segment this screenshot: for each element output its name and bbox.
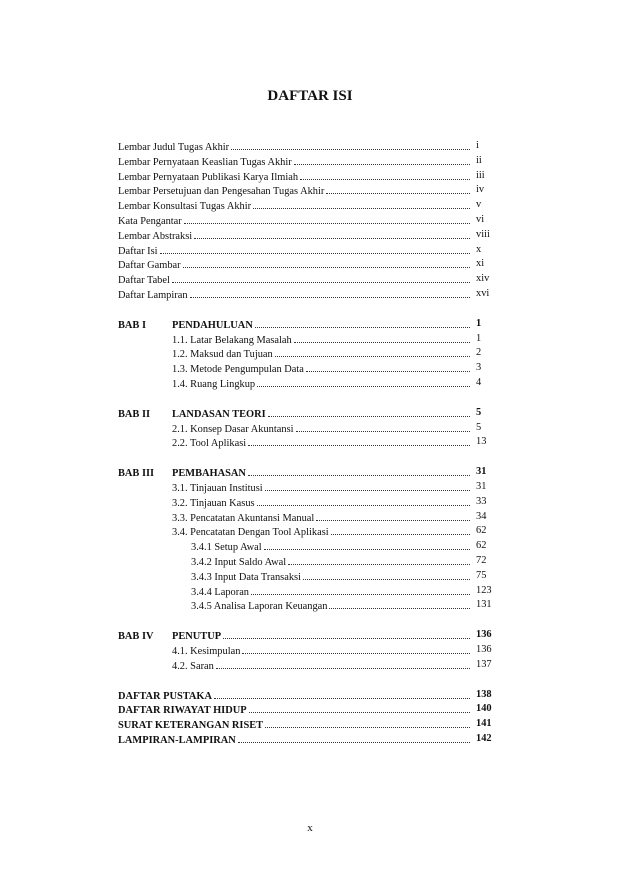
toc-entry-main bbox=[172, 658, 470, 675]
toc-entry-page: 34 bbox=[476, 510, 487, 522]
toc-leader-dots bbox=[251, 584, 470, 595]
toc-section-entry[interactable] bbox=[118, 346, 494, 361]
page-number: x bbox=[307, 822, 313, 834]
toc-entry-label: 4.1. Kesimpulan bbox=[172, 645, 241, 657]
toc-leader-dots bbox=[294, 154, 470, 165]
toc-back-entry[interactable] bbox=[118, 732, 494, 747]
toc-leader-dots bbox=[316, 510, 470, 521]
toc-entry-main bbox=[118, 287, 470, 304]
toc-leader-dots bbox=[160, 243, 470, 254]
toc-entry-label: 1.3. Metode Pengumpulan Data bbox=[172, 364, 304, 376]
toc-entry-page: iii bbox=[476, 169, 485, 181]
toc-entry-label: 3.4.1 Setup Awal bbox=[191, 542, 262, 554]
toc-spacer bbox=[118, 302, 494, 317]
toc-entry-page: 62 bbox=[476, 525, 487, 537]
toc-section-entry[interactable] bbox=[118, 376, 494, 391]
toc-leader-dots bbox=[248, 465, 470, 476]
toc-leader-dots bbox=[326, 183, 470, 194]
toc-entry-label: 2.2. Tool Aplikasi bbox=[172, 438, 247, 450]
toc-leader-dots bbox=[329, 598, 470, 609]
toc-leader-dots bbox=[183, 257, 470, 268]
toc-subsection-entry[interactable] bbox=[118, 539, 494, 554]
toc-entry-label: PENUTUP bbox=[172, 631, 222, 643]
toc-section-entry[interactable] bbox=[118, 524, 494, 539]
toc-leader-dots bbox=[248, 435, 470, 446]
toc-front-entry[interactable] bbox=[118, 287, 494, 302]
toc-entry-label: 3.3. Pencatatan Akuntansi Manual bbox=[172, 512, 315, 524]
toc-entry-page: xvi bbox=[476, 287, 490, 299]
toc-entry-label: 3.2. Tinjauan Kasus bbox=[172, 497, 255, 509]
toc-entry-page: 31 bbox=[476, 480, 487, 492]
toc-entry-page: 136 bbox=[476, 629, 492, 641]
toc-entry-label: Daftar Lampiran bbox=[118, 289, 188, 301]
toc-entry-page: 142 bbox=[476, 732, 492, 744]
toc-leader-dots bbox=[296, 421, 471, 432]
toc-entry-label: Lembar Konsultasi Tugas Akhir bbox=[118, 201, 252, 213]
toc-entry-label: Lembar Abstraksi bbox=[118, 230, 193, 242]
toc-entry-page: 31 bbox=[476, 466, 487, 478]
toc-entry-label: LAMPIRAN-LAMPIRAN bbox=[118, 734, 236, 746]
toc-leader-dots bbox=[242, 643, 470, 654]
toc-subsection-entry[interactable] bbox=[118, 584, 494, 599]
toc-leader-dots bbox=[190, 287, 470, 298]
toc-chapter-number: BAB III bbox=[118, 468, 155, 480]
toc-back-entry[interactable] bbox=[118, 717, 494, 732]
toc-front-entry[interactable] bbox=[118, 183, 494, 198]
toc-entry-page: vi bbox=[476, 213, 485, 225]
toc-subsection-entry[interactable] bbox=[118, 598, 494, 613]
toc-chapter-entry[interactable] bbox=[118, 317, 494, 332]
toc-leader-dots bbox=[172, 272, 470, 283]
toc-leader-dots bbox=[300, 169, 470, 180]
toc-section-entry[interactable] bbox=[118, 658, 494, 673]
toc-entry-page: 72 bbox=[476, 554, 487, 566]
toc-entry-page: x bbox=[476, 243, 482, 255]
toc-entry-label: Daftar Tabel bbox=[118, 275, 170, 287]
toc-leader-dots bbox=[253, 198, 470, 209]
toc-entry-page: 5 bbox=[476, 406, 482, 418]
toc-entry-main bbox=[191, 598, 470, 615]
toc-section-entry[interactable] bbox=[118, 435, 494, 450]
toc-entry-page: 136 bbox=[476, 643, 492, 655]
toc-entry-label: PEMBAHASAN bbox=[172, 468, 246, 480]
toc-leader-dots bbox=[194, 228, 470, 239]
toc-entry-label: 3.4.5 Analisa Laporan Keuangan bbox=[191, 601, 328, 613]
toc-leader-dots bbox=[268, 406, 470, 417]
toc-front-entry[interactable] bbox=[118, 272, 494, 287]
toc-entry-page: 5 bbox=[476, 421, 482, 433]
toc-entry-label: Daftar Gambar bbox=[118, 260, 181, 272]
toc-entry-label: 1.4. Ruang Lingkup bbox=[172, 378, 256, 390]
toc-entry-page: ii bbox=[476, 154, 482, 166]
toc-entry-label: 3.4.2 Input Saldo Awal bbox=[191, 556, 287, 568]
toc-leader-dots bbox=[214, 688, 470, 699]
toc-leader-dots bbox=[249, 702, 470, 713]
toc-entry-page: 1 bbox=[476, 317, 482, 329]
toc-leader-dots bbox=[238, 732, 470, 743]
toc-leader-dots bbox=[294, 332, 470, 343]
toc-leader-dots bbox=[231, 139, 470, 150]
toc-front-entry[interactable] bbox=[118, 169, 494, 184]
toc-entry-label: Lembar Pernyataan Keaslian Tugas Akhir bbox=[118, 156, 292, 168]
toc-subsection-entry[interactable] bbox=[118, 569, 494, 584]
toc-leader-dots bbox=[288, 554, 470, 565]
toc-entry-page: 1 bbox=[476, 332, 482, 344]
toc-back-entry[interactable] bbox=[118, 702, 494, 717]
toc-leader-dots bbox=[306, 361, 470, 372]
toc-front-entry[interactable] bbox=[118, 257, 494, 272]
toc-entry-label: 2.1. Konsep Dasar Akuntansi bbox=[172, 423, 294, 435]
toc-front-entry[interactable] bbox=[118, 139, 494, 154]
toc-front-entry[interactable] bbox=[118, 243, 494, 258]
toc-leader-dots bbox=[184, 213, 470, 224]
toc-entry-page: 137 bbox=[476, 658, 492, 670]
toc-entry-label: Daftar Isi bbox=[118, 245, 158, 257]
toc-entry-page: 3 bbox=[476, 362, 482, 374]
toc-chapter-number: BAB IV bbox=[118, 631, 154, 643]
toc-spacer bbox=[118, 613, 494, 628]
toc-leader-dots bbox=[257, 495, 470, 506]
toc-section-entry[interactable] bbox=[118, 643, 494, 658]
toc-entry-label: 3.1. Tinjauan Institusi bbox=[172, 482, 263, 494]
toc-entry-page: xiv bbox=[476, 273, 490, 285]
toc-entry-label: PENDAHULUAN bbox=[172, 319, 253, 331]
toc-section-entry[interactable] bbox=[118, 510, 494, 525]
toc-entry-label: Lembar Judul Tugas Akhir bbox=[118, 142, 230, 153]
toc-entry-label: 3.4.3 Input Data Transaksi bbox=[191, 571, 301, 583]
toc-entry-page: xi bbox=[476, 258, 485, 270]
toc-entry-label: 1.1. Latar Belakang Masalah bbox=[172, 334, 292, 346]
toc-entry-label: DAFTAR RIWAYAT HIDUP bbox=[118, 705, 247, 717]
toc-chapter-number: BAB I bbox=[118, 319, 147, 331]
toc-entry-main bbox=[172, 376, 470, 393]
toc-leader-dots bbox=[331, 524, 470, 535]
toc-entry-label: 3.4.4 Laporan bbox=[191, 586, 249, 598]
toc-entry-label: DAFTAR PUSTAKA bbox=[118, 690, 212, 702]
toc-entry-label: LANDASAN TEORI bbox=[172, 408, 266, 420]
toc-chapter-number: BAB II bbox=[118, 408, 151, 420]
toc-entry-label: 3.4. Pencatatan Dengan Tool Aplikasi bbox=[172, 527, 329, 539]
toc-entry-page: 2 bbox=[476, 347, 482, 359]
toc-entry-label: Kata Pengantar bbox=[118, 215, 182, 227]
toc-entry-label: Lembar Persetujuan dan Pengesahan Tugas Akhir bbox=[118, 186, 325, 198]
toc-entry-page: 33 bbox=[476, 495, 487, 507]
toc-entry-page: 138 bbox=[476, 688, 492, 700]
toc-entry-page: i bbox=[476, 140, 479, 151]
toc-leader-dots bbox=[265, 480, 470, 491]
toc-front-entry[interactable] bbox=[118, 198, 494, 213]
toc-chapter-entry[interactable] bbox=[118, 406, 494, 421]
toc-section-entry[interactable] bbox=[118, 332, 494, 347]
toc-leader-dots bbox=[223, 628, 470, 639]
toc-entry-page: 4 bbox=[476, 376, 482, 388]
toc-section-entry[interactable] bbox=[118, 361, 494, 376]
toc-entry-page: viii bbox=[476, 228, 490, 240]
toc-entry-label: SURAT KETERANGAN RISET bbox=[118, 720, 264, 732]
toc-leader-dots bbox=[216, 658, 470, 669]
toc-leader-dots bbox=[303, 569, 470, 580]
toc-entry-page: 141 bbox=[476, 718, 492, 730]
toc-front-entry[interactable] bbox=[118, 154, 494, 169]
toc-entry-page: 131 bbox=[476, 599, 492, 611]
page-title: DAFTAR ISI bbox=[267, 88, 353, 104]
toc-chapter-entry[interactable] bbox=[118, 628, 494, 643]
toc-section-entry[interactable] bbox=[118, 480, 494, 495]
toc-leader-dots bbox=[275, 346, 470, 357]
toc-entry-page: v bbox=[476, 199, 482, 211]
toc-subsection-entry[interactable] bbox=[118, 554, 494, 569]
toc-leader-dots bbox=[255, 317, 470, 328]
toc-entry-label: 1.2. Maksud dan Tujuan bbox=[172, 349, 273, 361]
toc-leader-dots bbox=[265, 717, 470, 728]
toc-spacer bbox=[118, 391, 494, 406]
toc-section-entry[interactable] bbox=[118, 421, 494, 436]
toc-leader-dots bbox=[257, 376, 470, 387]
toc-entry-main bbox=[118, 732, 470, 749]
toc-front-entry[interactable] bbox=[118, 213, 494, 228]
toc-entry-page: 62 bbox=[476, 540, 487, 552]
toc-section-entry[interactable] bbox=[118, 495, 494, 510]
toc-entry-label: Lembar Pernyataan Publikasi Karya Ilmiah bbox=[118, 171, 299, 183]
toc-entry-page: 13 bbox=[476, 436, 487, 448]
toc-entry-page: 123 bbox=[476, 584, 492, 596]
toc-spacer bbox=[118, 673, 494, 688]
toc-front-entry[interactable] bbox=[118, 228, 494, 243]
table-of-contents bbox=[118, 139, 494, 747]
toc-entry-label: 4.2. Saran bbox=[172, 660, 214, 672]
toc-chapter-entry[interactable] bbox=[118, 465, 494, 480]
toc-back-entry[interactable] bbox=[118, 688, 494, 703]
toc-entry-main bbox=[172, 435, 470, 452]
toc-spacer bbox=[118, 450, 494, 465]
toc-entry-page: 75 bbox=[476, 569, 487, 581]
toc-leader-dots bbox=[264, 539, 470, 550]
toc-entry-page: 140 bbox=[476, 703, 492, 715]
toc-entry-page: iv bbox=[476, 184, 485, 196]
